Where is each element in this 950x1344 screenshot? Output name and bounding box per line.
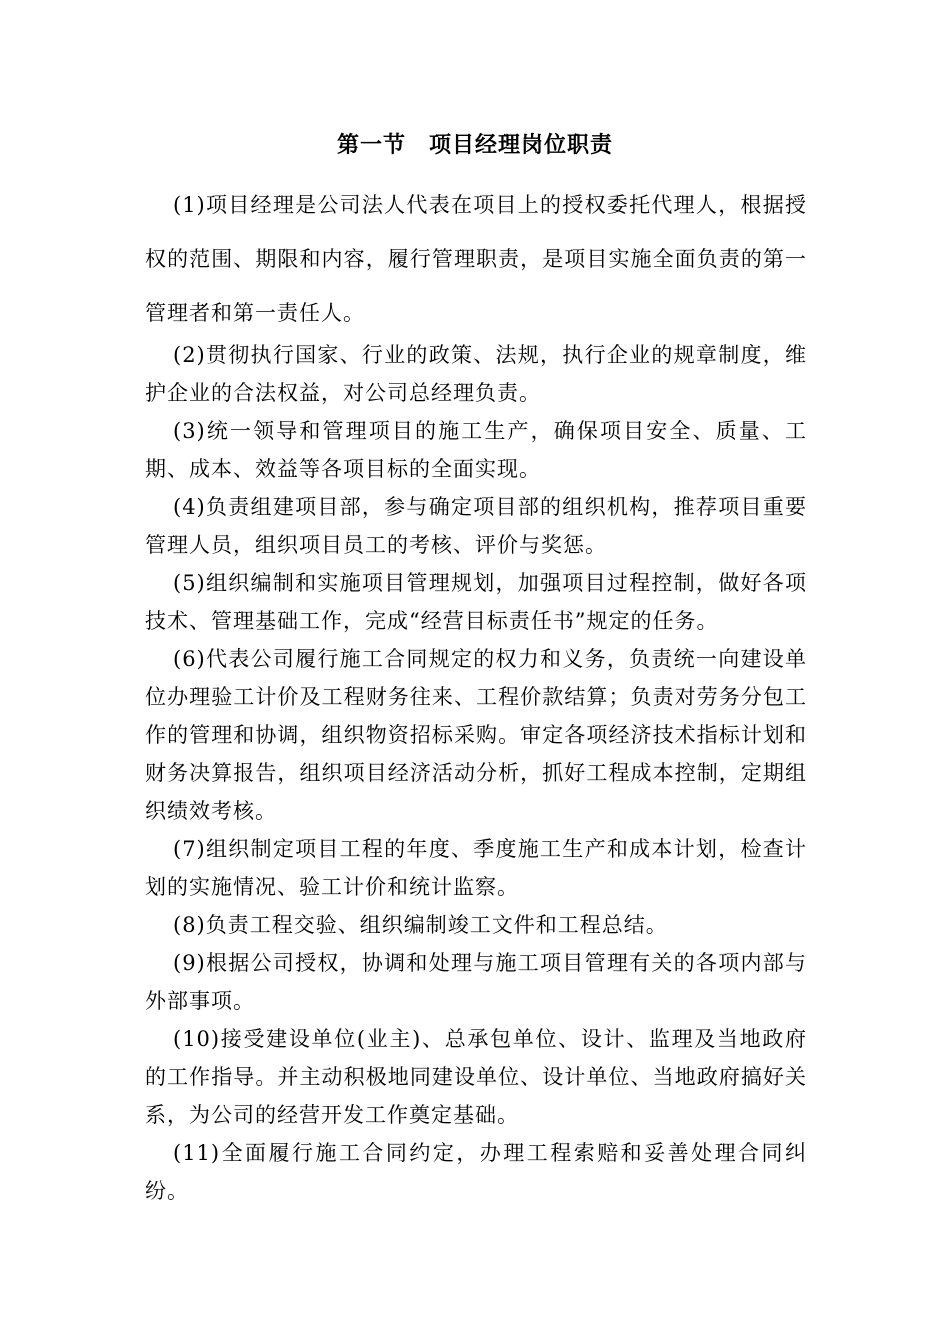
document-body xyxy=(145,182,807,1210)
paragraph-6: (6)代表公司履行施工合同规定的权力和义务，负责统一向建设单位办理验工计价及工程财务往来、工程价款结算；负责对劳务分包工作的管理和协调，组织物资招标采购。审定各项经济技术指标计划和财务决算报告，组织项目经济活动分析，抓好工程成本控制，定期组织绩效考核。 xyxy=(145,647,807,823)
paragraph-8: (8)负责工程交验、组织编制竣工文件和工程总结。 xyxy=(173,913,668,937)
paragraph-4: (4)负责组建项目部，参与确定项目部的组织机构，推荐项目重要管理人员，组织项目员工的考核、评价与奖惩。 xyxy=(145,495,807,557)
paragraph-5: (5)组织编制和实施项目管理规划，加强项目过程控制，做好各项技术、管理基础工作，完成“经营目标责任书”规定的任务。 xyxy=(145,571,807,633)
paragraph-7: (7)组织制定项目工程的年度、季度施工生产和成本计划，检查计划的实施情况、验工计价和统计监察。 xyxy=(145,837,807,899)
section-title: 第一节 项目经理岗位职责 xyxy=(336,132,613,158)
paragraph-1: (1)项目经理是公司法人代表在项目上的授权委托代理人，根据授权的范围、期限和内容，履行管理职责，是项目实施全面负责的第一管理者和第一责任人。 xyxy=(145,193,807,325)
paragraph-9: (9)根据公司授权，协调和处理与施工项目管理有关的各项内部与外部事项。 xyxy=(145,951,807,1013)
paragraph-11: (11)全面履行施工合同约定，办理工程索赔和妥善处理合同纠纷。 xyxy=(145,1141,807,1203)
paragraph-10: (10)接受建设单位(业主)、总承包单位、设计、监理及当地政府的工作指导。并主动积极地同建设单位、设计单位、当地政府搞好关系，为公司的经营开发工作奠定基础。 xyxy=(145,1027,807,1127)
paragraph-2: (2)贯彻执行国家、行业的政策、法规，执行企业的规章制度，维护企业的合法权益，对公司总经理负责。 xyxy=(145,343,807,405)
paragraph-3: (3)统一领导和管理项目的施工生产，确保项目安全、质量、工期、成本、效益等各项目标的全面实现。 xyxy=(145,419,807,481)
